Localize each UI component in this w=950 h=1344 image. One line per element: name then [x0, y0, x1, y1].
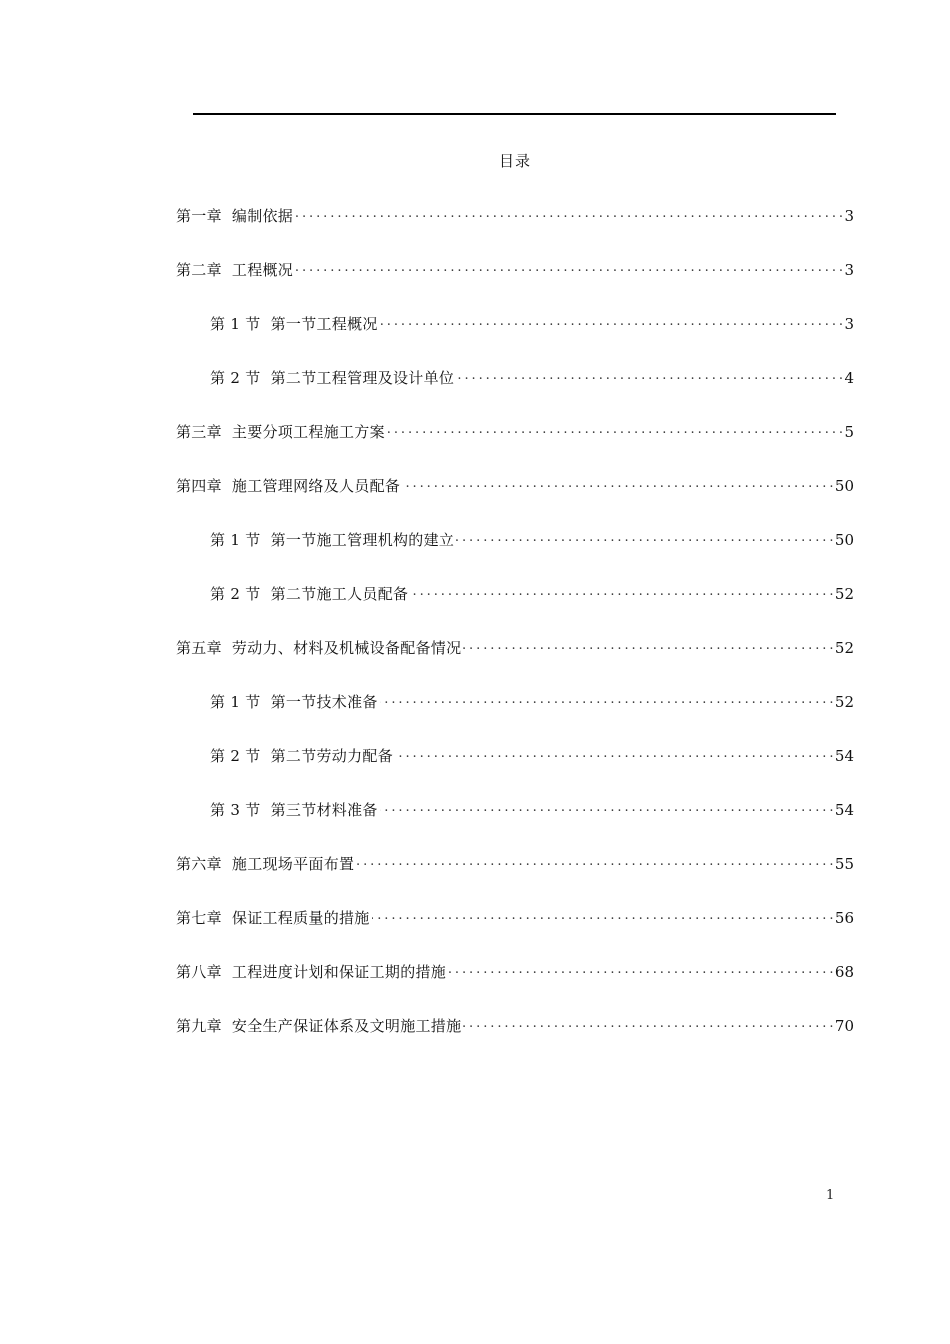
- toc-entry-title: 第三节材料准备: [270, 801, 378, 819]
- toc-entry-page: 70: [834, 1017, 854, 1035]
- toc-entry-chapter-1[interactable]: [176, 205, 854, 259]
- toc-entry-label: [176, 205, 293, 226]
- toc-entry-section-5-3[interactable]: [176, 799, 854, 853]
- dot-leader: [463, 638, 832, 653]
- dot-leader: [295, 260, 842, 275]
- toc-entry-number: 第 3 节: [210, 801, 261, 819]
- toc-entry-chapter-5[interactable]: [176, 637, 854, 691]
- toc-entry-title: 第二节劳动力配备: [270, 747, 393, 765]
- toc-entry-label: [176, 961, 446, 982]
- toc-entry-section-4-2[interactable]: [176, 583, 854, 637]
- toc-entry-label: [176, 907, 370, 928]
- toc-title: 目录: [498, 152, 531, 170]
- toc-entry-title: 第二节工程管理及设计单位: [270, 369, 455, 387]
- header-rule: [193, 113, 836, 115]
- toc-entry-label: [210, 583, 408, 604]
- toc-entry-label: [176, 637, 461, 658]
- dot-leader: [380, 314, 843, 329]
- toc-entry-page: 52: [834, 693, 854, 711]
- dot-leader: [380, 692, 833, 707]
- toc-entry-label: [176, 421, 385, 442]
- dot-leader: [380, 800, 833, 815]
- toc-entry-title: 施工管理网络及人员配备: [231, 477, 401, 495]
- toc-entry-page: 54: [834, 747, 854, 765]
- toc-entry-label: [176, 853, 354, 874]
- toc-entry-title: 工程进度计划和保证工期的措施: [231, 963, 447, 981]
- toc-entry-label: [176, 1015, 461, 1036]
- toc-entry-page: 3: [844, 261, 854, 279]
- toc-entry-title: 编制依据: [231, 207, 294, 225]
- dot-leader: [372, 908, 833, 923]
- toc-entry-number: 第六章: [176, 855, 222, 873]
- toc-entry-chapter-8[interactable]: [176, 961, 854, 1015]
- toc-entry-title: 安全生产保证体系及文明施工措施: [231, 1017, 462, 1035]
- toc-entry-page: 52: [834, 639, 854, 657]
- toc-entry-number: 第 1 节: [210, 531, 261, 549]
- toc-entry-title: 第一节工程概况: [270, 315, 378, 333]
- toc-entry-chapter-4[interactable]: [176, 475, 854, 529]
- toc-entry-section-2-2[interactable]: [176, 367, 854, 421]
- dot-leader: [456, 368, 842, 383]
- dot-leader: [356, 854, 833, 869]
- dot-leader: [395, 746, 833, 761]
- toc-entry-title: 主要分项工程施工方案: [231, 423, 385, 441]
- dot-leader: [456, 530, 833, 545]
- toc-entry-label: [210, 529, 454, 550]
- page-number: 1: [826, 1188, 835, 1203]
- toc-entry-title: 施工现场平面布置: [231, 855, 355, 873]
- toc-entry-number: 第二章: [176, 261, 222, 279]
- toc-entry-title: 第一节技术准备: [270, 693, 378, 711]
- toc-entry-number: 第 2 节: [210, 747, 261, 765]
- toc-entry-chapter-3[interactable]: [176, 421, 854, 475]
- toc-entry-title: 劳动力、材料及机械设备配备情况: [231, 639, 462, 657]
- toc-entry-section-5-1[interactable]: [176, 691, 854, 745]
- toc-entry-page: 56: [834, 909, 854, 927]
- toc-entry-section-5-2[interactable]: [176, 745, 854, 799]
- toc-entry-label: [176, 475, 400, 496]
- dot-leader: [295, 206, 842, 221]
- toc-entry-number: 第九章: [176, 1017, 222, 1035]
- toc-entry-section-2-1[interactable]: [176, 313, 854, 367]
- toc-entry-page: 4: [844, 369, 854, 387]
- toc-entry-label: [210, 313, 378, 334]
- dot-leader: [402, 476, 833, 491]
- table-of-contents: [176, 205, 854, 1069]
- toc-entry-chapter-9[interactable]: [176, 1015, 854, 1069]
- toc-entry-label: [210, 745, 393, 766]
- toc-entry-page: 54: [834, 801, 854, 819]
- toc-entry-title: 工程概况: [231, 261, 294, 279]
- toc-entry-number: 第 1 节: [210, 315, 261, 333]
- toc-entry-number: 第一章: [176, 207, 222, 225]
- toc-entry-label: [176, 259, 293, 280]
- dot-leader: [387, 422, 843, 437]
- toc-entry-number: 第三章: [176, 423, 222, 441]
- toc-entry-label: [210, 367, 454, 388]
- toc-entry-label: [210, 691, 378, 712]
- toc-entry-number: 第八章: [176, 963, 222, 981]
- toc-entry-number: 第七章: [176, 909, 222, 927]
- toc-entry-number: 第 1 节: [210, 693, 261, 711]
- toc-entry-page: 68: [834, 963, 854, 981]
- toc-entry-page: 55: [834, 855, 854, 873]
- toc-entry-section-4-1[interactable]: [176, 529, 854, 583]
- dot-leader: [463, 1016, 832, 1031]
- toc-entry-number: 第 2 节: [210, 369, 261, 387]
- toc-entry-page: 3: [844, 315, 854, 333]
- toc-entry-title: 第二节施工人员配备: [270, 585, 409, 603]
- toc-entry-label: [210, 799, 378, 820]
- toc-entry-chapter-7[interactable]: [176, 907, 854, 961]
- toc-entry-number: 第四章: [176, 477, 222, 495]
- toc-entry-title: 保证工程质量的措施: [231, 909, 370, 927]
- dot-leader: [448, 962, 833, 977]
- toc-entry-page: 5: [844, 423, 854, 441]
- toc-entry-chapter-2[interactable]: [176, 259, 854, 313]
- toc-entry-page: 3: [844, 207, 854, 225]
- toc-entry-number: 第五章: [176, 639, 222, 657]
- toc-entry-page: 52: [834, 585, 854, 603]
- toc-entry-page: 50: [834, 477, 854, 495]
- toc-entry-number: 第 2 节: [210, 585, 261, 603]
- toc-entry-page: 50: [834, 531, 854, 549]
- dot-leader: [410, 584, 833, 599]
- toc-entry-title: 第一节施工管理机构的建立: [270, 531, 455, 549]
- toc-entry-chapter-6[interactable]: [176, 853, 854, 907]
